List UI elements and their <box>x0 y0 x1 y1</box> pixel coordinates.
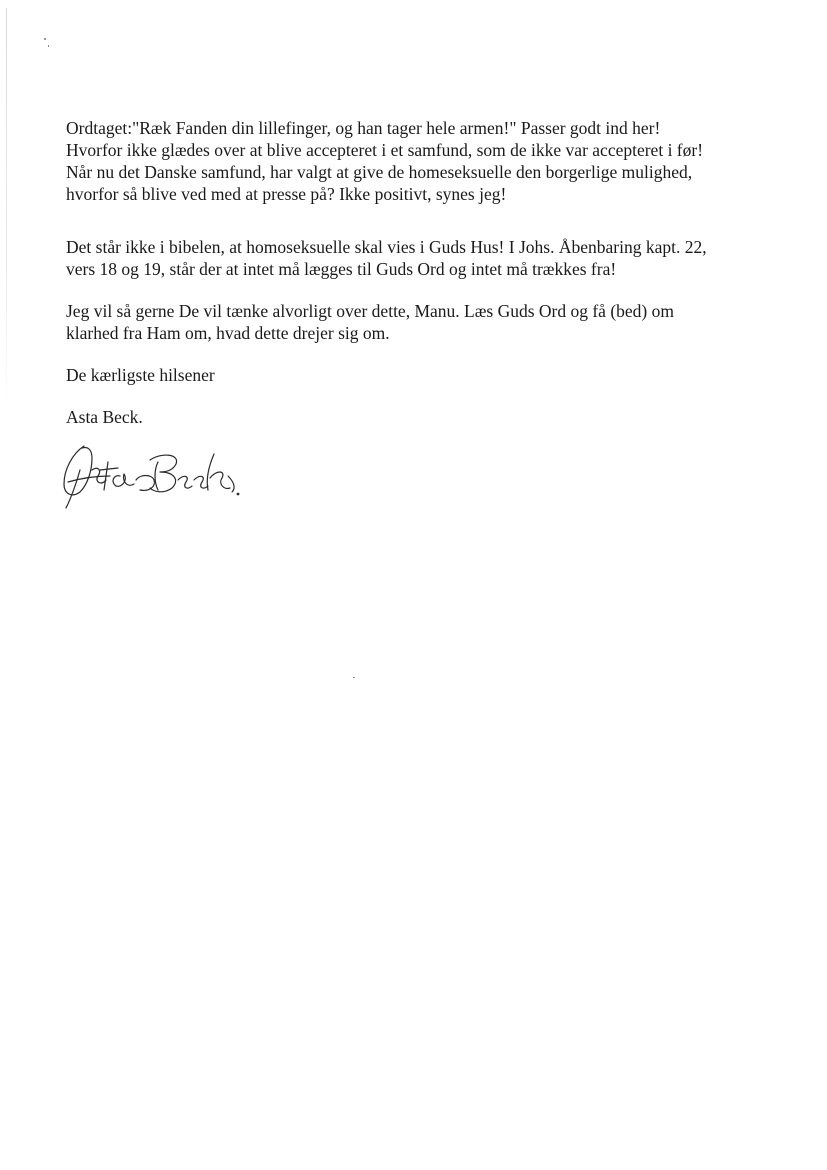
paragraph-proverb <box>66 117 786 205</box>
text-line: Jeg vil så gerne De vil tænke alvorligt over dette, Manu. Læs Guds Ord og få (bed) om <box>66 301 674 321</box>
text-line: klarhed fra Ham om, hvad dette drejer sig om. <box>66 323 390 343</box>
sender-name: Asta Beck. <box>66 407 143 427</box>
text-line: Ordtaget:"Ræk Fanden din lillefinger, og han tager hele armen!" Passer godt ind her! <box>66 118 661 138</box>
scan-speck <box>48 45 49 47</box>
text-line: Når nu det Danske samfund, har valgt at give de homeseksuelle den borgerlige mulighed, <box>66 162 693 182</box>
paragraph-bible <box>66 236 786 280</box>
scan-speck <box>353 677 355 678</box>
text-line: vers 18 og 19, står der at intet må lægges til Guds Ord og intet må trækkes fra! <box>66 259 617 279</box>
text-line: Hvorfor ikke glædes over at blive accepteret i et samfund, som de ikke var accepteret i før! <box>66 140 704 160</box>
text-line: Det står ikke i bibelen, at homoseksuelle skal vies i Guds Hus! I Johs. Åbenbaring kapt. 22, <box>66 237 707 257</box>
closing-salutation: De kærligste hilsener <box>66 365 215 385</box>
scan-speck <box>44 38 46 40</box>
scan-edge <box>6 8 7 408</box>
text-line: hvorfor så blive ved med at presse på? Ikke positivt, synes jeg! <box>66 184 507 204</box>
letter-body <box>66 117 786 428</box>
paragraph-appeal <box>66 300 786 344</box>
handwritten-signature-icon <box>58 440 248 510</box>
